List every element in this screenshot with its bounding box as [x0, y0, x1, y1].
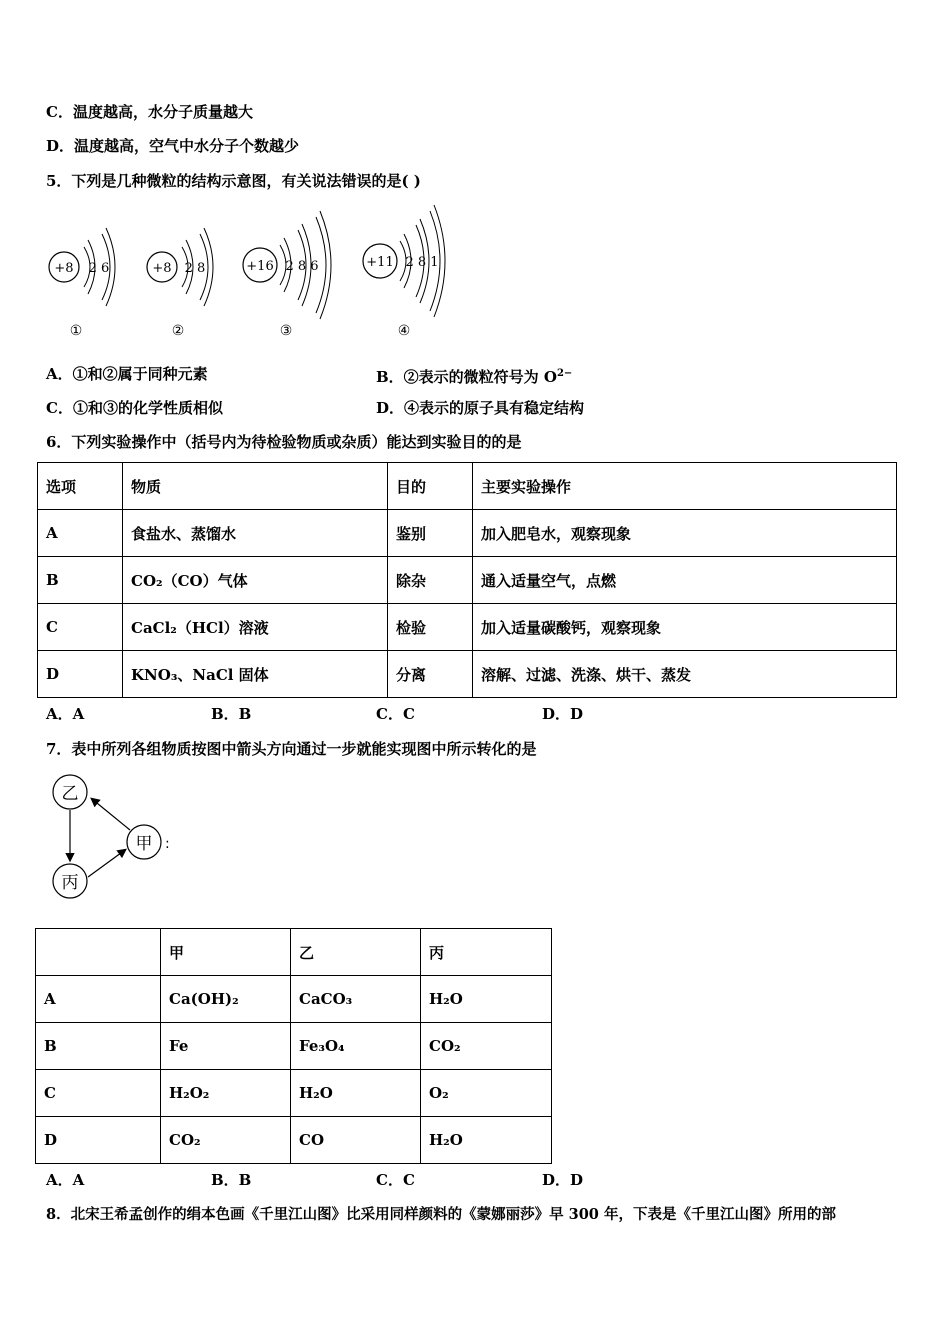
table-cell: H₂O₂ [161, 1070, 291, 1117]
q4-option-c: C．温度越高，水分子质量越大 [46, 103, 253, 121]
q5-option-b-text: B．②表示的微粒符号为 O [376, 368, 557, 386]
node-yi: 乙 [61, 784, 79, 804]
table-cell: H₂O [421, 1117, 552, 1164]
q6-answer-d: D．D [542, 705, 584, 723]
table-cell: CO₂ [161, 1117, 291, 1164]
q7-answer-d: D．D [542, 1171, 584, 1189]
table-header-cell: 目的 [388, 463, 473, 510]
table-row [38, 651, 897, 698]
table-cell: H₂O [421, 976, 552, 1023]
atom-shells: 2 8 6 [285, 259, 319, 274]
atom-shells: 2 6 [88, 261, 110, 276]
q7-answer-c: C．C [376, 1171, 415, 1189]
table-header-cell: 选项 [38, 463, 123, 510]
q4-option-d: D．温度越高，空气中水分子个数越少 [46, 137, 300, 155]
atom-shells: 2 8 1 [405, 255, 439, 270]
q6-answer-a: A．A [46, 705, 85, 723]
atom-shells: 2 8 [184, 261, 206, 276]
q5-option-d: D．④表示的原子具有稳定结构 [376, 399, 585, 417]
atom-label: ④ [397, 323, 411, 339]
table-header-row [36, 929, 552, 976]
table-cell: D [38, 651, 123, 698]
table-header-cell: 乙 [291, 929, 421, 976]
q5-option-b [376, 364, 572, 387]
q6-table [37, 462, 897, 698]
table-cell: H₂O [291, 1070, 421, 1117]
table-cell: CaCO₃ [291, 976, 421, 1023]
table-cell: D [36, 1117, 161, 1164]
q5-stem: 5．下列是几种微粒的结构示意图，有关说法错误的是( ) [46, 172, 421, 190]
table-cell: 除杂 [388, 557, 473, 604]
table-cell: CO₂ [421, 1023, 552, 1070]
table-header-cell [36, 929, 161, 976]
table-row [36, 1117, 552, 1164]
table-cell: Ca(OH)₂ [161, 976, 291, 1023]
q5-option-c: C．①和③的化学性质相似 [46, 399, 223, 417]
table-header-cell: 物质 [123, 463, 388, 510]
atom-nucleus: +16 [246, 259, 274, 274]
table-cell: CaCl₂（HCl）溶液 [123, 604, 388, 651]
table-cell: A [36, 976, 161, 1023]
q6-answer-b: B．B [211, 705, 252, 723]
table-cell: A [38, 510, 123, 557]
q7-answer-a: A．A [46, 1171, 85, 1189]
atom-label: ③ [279, 323, 293, 339]
table-cell: 溶解、过滤、洗涤、烘干、蒸发 [473, 651, 897, 698]
atom-diagram-3 [238, 205, 338, 346]
q7-answer-b: B．B [211, 1171, 252, 1189]
atom-nucleus: +8 [54, 261, 74, 276]
table-cell: KNO₃、NaCl 固体 [123, 651, 388, 698]
q5-option-a: A．①和②属于同种元素 [46, 365, 208, 383]
atom-label: ① [69, 323, 83, 339]
arrow-jia-yi [92, 799, 130, 830]
diagram-colon: : [165, 836, 170, 852]
node-jia: 甲 [135, 834, 153, 854]
table-row [38, 557, 897, 604]
table-cell: CO [291, 1117, 421, 1164]
atom-diagram-4 [358, 203, 458, 346]
table-cell: Fe [161, 1023, 291, 1070]
table-header-cell: 甲 [161, 929, 291, 976]
table-header-row [38, 463, 897, 510]
node-bing: 丙 [61, 873, 79, 893]
table-row [36, 976, 552, 1023]
table-cell: 加入肥皂水，观察现象 [473, 510, 897, 557]
table-cell: C [38, 604, 123, 651]
atom-label: ② [171, 323, 185, 339]
table-cell: B [36, 1023, 161, 1070]
q5-option-b-charge: 2− [556, 368, 573, 379]
table-header-cell: 丙 [421, 929, 552, 976]
table-cell: O₂ [421, 1070, 552, 1117]
table-row [38, 510, 897, 557]
q7-table [35, 928, 552, 1164]
table-row [36, 1070, 552, 1117]
table-cell: Fe₃O₄ [291, 1023, 421, 1070]
table-cell: 鉴别 [388, 510, 473, 557]
table-cell: 分离 [388, 651, 473, 698]
q7-cycle-diagram [44, 770, 174, 909]
table-cell: 检验 [388, 604, 473, 651]
atom-nucleus: +11 [366, 255, 394, 270]
table-cell: B [38, 557, 123, 604]
q6-answer-c: C．C [376, 705, 415, 723]
table-row [36, 1023, 552, 1070]
q6-stem: 6．下列实验操作中（括号内为待检验物质或杂质）能达到实验目的的是 [46, 433, 522, 451]
q7-stem: 7．表中所列各组物质按图中箭头方向通过一步就能实现图中所示转化的是 [46, 740, 537, 758]
table-cell: C [36, 1070, 161, 1117]
table-cell: 食盐水、蒸馏水 [123, 510, 388, 557]
atom-diagram-2 [142, 212, 222, 346]
table-header-cell: 主要实验操作 [473, 463, 897, 510]
table-cell: CO₂（CO）气体 [123, 557, 388, 604]
table-cell: 通入适量空气，点燃 [473, 557, 897, 604]
arrow-bing-jia [88, 850, 125, 877]
atom-diagram-1 [44, 212, 124, 346]
table-cell: 加入适量碳酸钙，观察现象 [473, 604, 897, 651]
q8-stem: 8．北宋王希孟创作的绢本色画《千里江山图》比采用同样颜料的《蒙娜丽莎》早 300 年，下表是《千里江山图》所用的部 [46, 1206, 836, 1223]
atom-nucleus: +8 [152, 261, 172, 276]
table-row [38, 604, 897, 651]
